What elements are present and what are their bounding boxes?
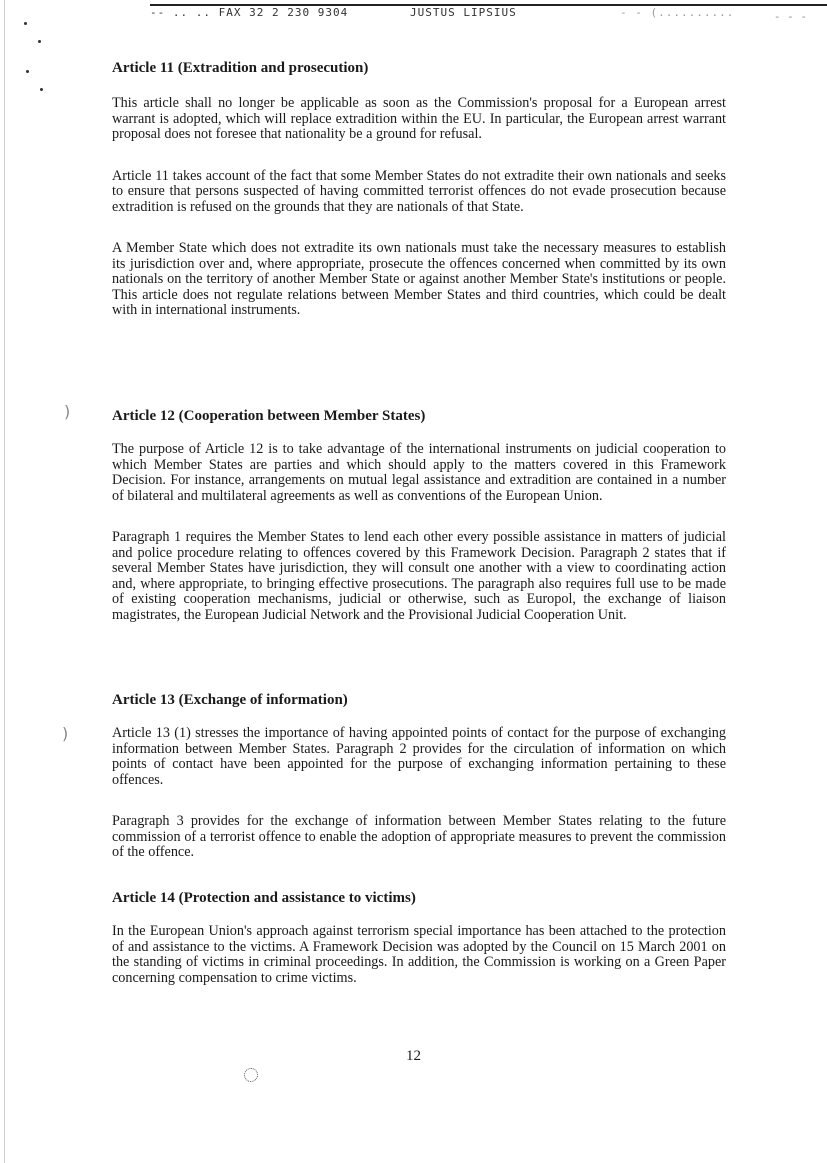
article-13-section: [112, 690, 726, 861]
paragraph: Article 13 (1) stresses the importance of having appointed points of contact for the purpose of exchanging information between Member States. Paragraph 2 provides for the circulation of information on which points of contact have been appointed for the purpose of exchanging information pertaining to these offences.: [112, 725, 726, 788]
fax-header-left: -- .. .. FAX 32 2 230 9304: [150, 6, 349, 19]
paragraph: A Member State which does not extradite its own nationals must take the necessary measures to establish its jurisdiction over and, where appropriate, prosecute the offences concerned when committed by its own nationals on the territory of another Member State or against another Member State's institutions or people. This article does not regulate relations between Member States and third countries, which could be dealt with in international instruments.: [112, 240, 726, 318]
article-11-section: [112, 58, 726, 319]
punch-hole-mark: ): [64, 402, 71, 421]
fax-header-far-right: - - -: [773, 10, 807, 23]
fax-header: [150, 6, 807, 22]
paragraph: Paragraph 1 requires the Member States to lend each other every possible assistance in matters of judicial and police procedure relating to offences covered by this Framework Decision. Paragraph 2 states that if several Member States have jurisdiction, they will consult one another with a view to coordinating action and, where appropriate, to bringing effective prosecutions. The paragraph also requires full use to be made of existing cooperation mechanisms, judicial or otherwise, such as Europol, the exchange of liaison magistrates, the European Judicial Network and the Provisional Judicial Cooperation Unit.: [112, 529, 726, 623]
article-14-section: [112, 888, 726, 986]
scan-dot: [24, 22, 27, 25]
fax-header-center: JUSTUS LIPSIUS: [410, 6, 517, 19]
scan-dot: [40, 88, 43, 91]
paragraph: This article shall no longer be applicable as soon as the Commission's proposal for a European arrest warrant is adopted, which will replace extradition within the EU. In particular, the European arrest warrant proposal does not foresee that nationality be a ground for refusal.: [112, 95, 726, 142]
article-12-section: [112, 406, 726, 623]
paragraph: The purpose of Article 12 is to take advantage of the international instruments on judicial cooperation to which Member States are parties and which should apply to the matters covered in this Framework Decision. For instance, arrangements on mutual legal assistance and extradition are contained in a number of bilateral and multilateral agreements as well as conventions of the European Union.: [112, 441, 726, 504]
paragraph: In the European Union's approach against terrorism special importance has been attached to the protection of and assistance to the victims. A Framework Decision was adopted by the Council on 15 March 2001 on the standing of victims in criminal proceedings. In addition, the Commission is working on a Green Paper concerning compensation to crime victims.: [112, 923, 726, 986]
page-number: 12: [406, 1048, 421, 1064]
scan-dot: [38, 40, 41, 43]
fax-header-right: - - (..........: [620, 6, 735, 19]
scan-edge-line: [4, 0, 5, 1163]
section-heading: Article 11 (Extradition and prosecution): [112, 60, 369, 76]
scan-dot: [26, 70, 29, 73]
punch-hole-mark: ): [62, 724, 69, 743]
section-heading: Article 12 (Cooperation between Member States): [112, 408, 426, 424]
section-heading: Article 13 (Exchange of information): [112, 692, 348, 708]
scan-stamp-mark: [244, 1068, 258, 1082]
paragraph: Article 11 takes account of the fact that some Member States do not extradite their own nationals and seeks to ensure that persons suspected of having committed terrorist offences do not evade prosecution because extradition is refused on the grounds that they are nationals of that State.: [112, 167, 726, 215]
paragraph: Paragraph 3 provides for the exchange of information between Member States relating to the future commission of a terrorist offence to enable the adoption of appropriate measures to prevent the commission of the offence.: [112, 813, 726, 860]
section-heading: Article 14 (Protection and assistance to victims): [112, 890, 416, 906]
